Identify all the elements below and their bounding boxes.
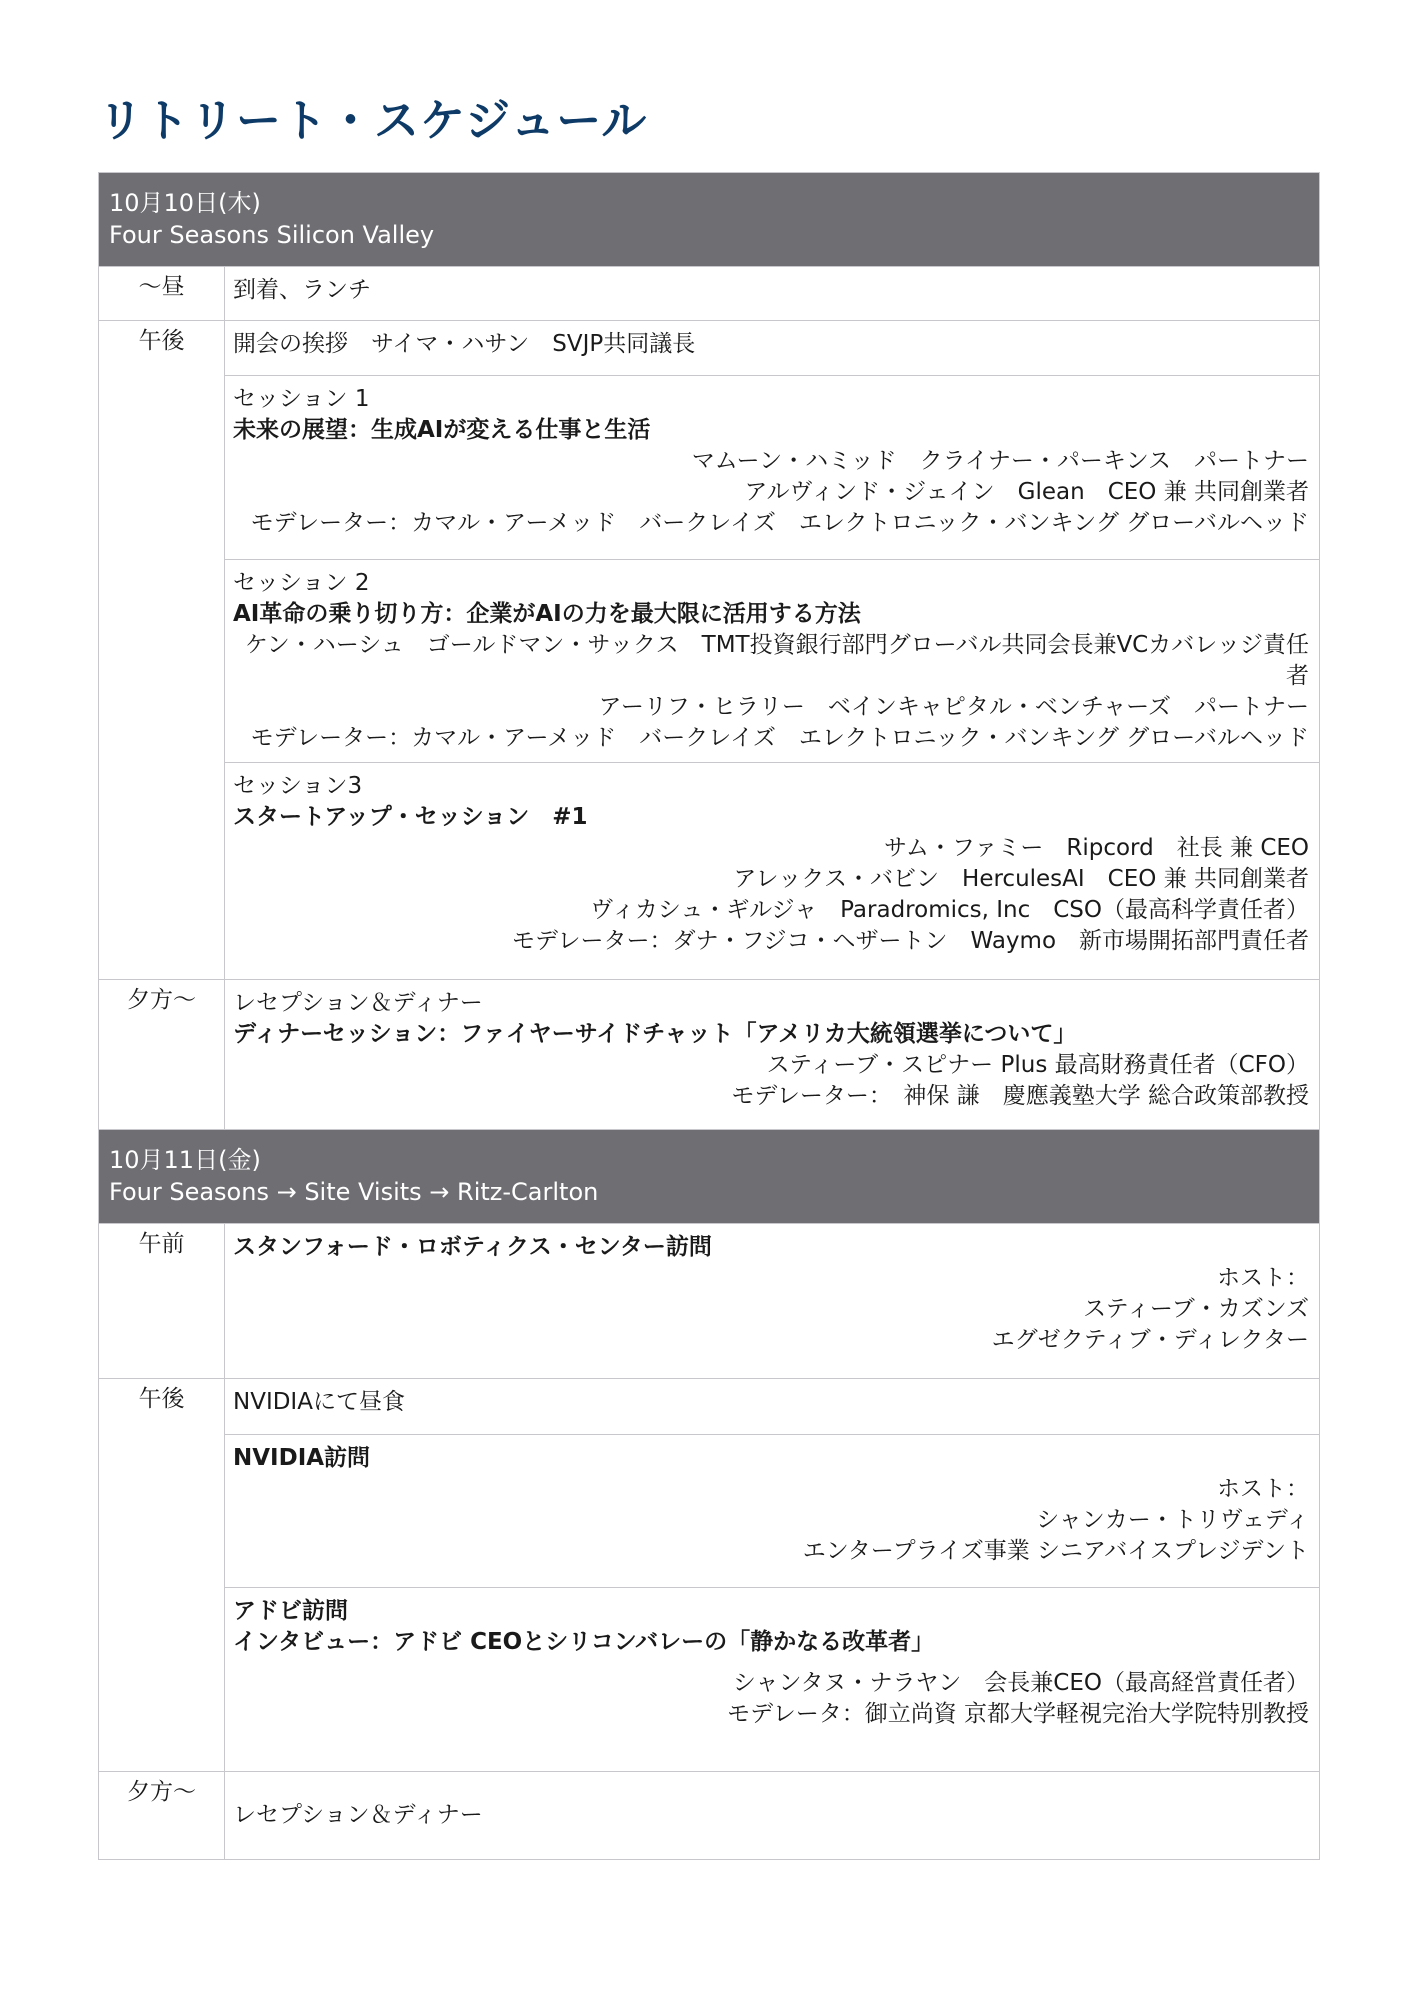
session-1-title: 未来の展望：生成AIが変える仕事と生活	[233, 417, 651, 443]
nvidia-host-title: エンタープライズ事業 シニアバイスプレジデント	[802, 1538, 1310, 1564]
day1-header	[99, 173, 1320, 267]
stanford-host-label: ホスト：	[1217, 1265, 1310, 1291]
time-noon: 〜昼	[99, 267, 225, 321]
session-3-speaker: サム・ファミー Ripcord 社長 兼 CEO	[883, 835, 1310, 861]
day1-date: 10月10日(木)	[109, 189, 261, 217]
session-2-speaker: アーリフ・ヒラリー ベインキャピタル・ベンチャーズ パートナー	[598, 694, 1310, 720]
dinner-moderator: モデレーター： 神保 謙 慶應義塾大学 総合政策部教授	[731, 1083, 1310, 1109]
opening-remarks: 開会の挨拶 サイマ・ハサン SVJP共同議長	[225, 321, 1320, 376]
schedule-table	[98, 172, 1320, 1860]
dinner-session	[225, 980, 1320, 1130]
session-3	[225, 763, 1320, 980]
adobe-visit	[225, 1588, 1320, 1772]
page-title: リトリート・スケジュール	[98, 94, 648, 147]
session-2-moderator: モデレーター：カマル・アーメッド バークレイズ エレクトロニック・バンキング グローバルヘッド	[250, 725, 1310, 751]
session-2-title: AI革命の乗り切り方：企業がAIの力を最大限に活用する方法	[233, 601, 861, 627]
day2-date: 10月11日(金)	[109, 1146, 261, 1174]
session-3-title: スタートアップ・セッション #1	[233, 804, 588, 830]
arrival-lunch: 到着、ランチ	[225, 267, 1320, 321]
nvidia-host-name: シャンカー・トリヴェディ	[1036, 1507, 1310, 1533]
adobe-moderator: モデレータ：御立尚資 京都大学軽視完治大学院特別教授	[727, 1701, 1310, 1727]
dinner-label: レセプション＆ディナー	[233, 990, 483, 1016]
nvidia-visit	[225, 1435, 1320, 1588]
time-afternoon-day1: 午後	[99, 321, 225, 980]
nvidia-lunch: NVIDIAにて昼食	[225, 1379, 1320, 1435]
day1-venue: Four Seasons Silicon Valley	[109, 221, 435, 249]
session-3-moderator: モデレーター：ダナ・フジコ・ヘザートン Waymo 新市場開拓部門責任者	[511, 928, 1310, 954]
adobe-visit-title: アドビ訪問	[233, 1598, 348, 1624]
session-3-label: セッション3	[233, 773, 363, 799]
stanford-visit	[225, 1224, 1320, 1379]
adobe-interview-title: インタビュー：アドビ CEOとシリコンバレーの「静かなる改革者」	[233, 1629, 935, 1655]
session-1	[225, 376, 1320, 560]
session-2-speaker: ケン・ハーシュ ゴールドマン・サックス TMT投資銀行部門グローバル共同会長兼VCカバレッジ責任者	[244, 632, 1310, 689]
stanford-host-name: スティーブ・カズンズ	[1083, 1296, 1310, 1322]
time-evening-day2: 夕方〜	[99, 1772, 225, 1860]
session-1-speaker: アルヴィンド・ジェイン Glean CEO 兼 共同創業者	[744, 479, 1310, 505]
day2-venue: Four Seasons → Site Visits → Ritz-Carlton	[109, 1178, 599, 1206]
time-afternoon-day2: 午後	[99, 1379, 225, 1772]
dinner-speaker: スティーブ・スピナー Plus 最高財務責任者（CFO）	[766, 1052, 1310, 1078]
session-2-label: セッション 2	[233, 570, 370, 596]
session-1-label: セッション 1	[233, 386, 370, 412]
session-1-speaker: マムーン・ハミッド クライナー・パーキンス パートナー	[691, 448, 1310, 474]
time-evening-day1: 夕方〜	[99, 980, 225, 1130]
dinner-title: ディナーセッション：ファイヤーサイドチャット「アメリカ大統領選挙について」	[233, 1021, 1077, 1047]
stanford-visit-title: スタンフォード・ロボティクス・センター訪問	[233, 1234, 712, 1260]
session-1-moderator: モデレーター：カマル・アーメッド バークレイズ エレクトロニック・バンキング グローバルヘッド	[250, 510, 1310, 536]
nvidia-host-label: ホスト：	[1217, 1476, 1310, 1502]
time-morning-day2: 午前	[99, 1224, 225, 1379]
day2-header	[99, 1130, 1320, 1224]
stanford-host-title: エグゼクティブ・ディレクター	[991, 1327, 1310, 1353]
reception-dinner-day2: レセプション＆ディナー	[225, 1772, 1320, 1860]
nvidia-visit-title: NVIDIA訪問	[233, 1445, 371, 1471]
session-3-speaker: ヴィカシュ・ギルジャ Paradromics, Inc CSO（最高科学責任者）	[590, 897, 1310, 923]
adobe-speaker: シャンタヌ・ナラヤン 会長兼CEO（最高経営責任者）	[732, 1670, 1310, 1696]
session-2	[225, 560, 1320, 763]
session-3-speaker: アレックス・バビン HerculesAI CEO 兼 共同創業者	[733, 866, 1310, 892]
